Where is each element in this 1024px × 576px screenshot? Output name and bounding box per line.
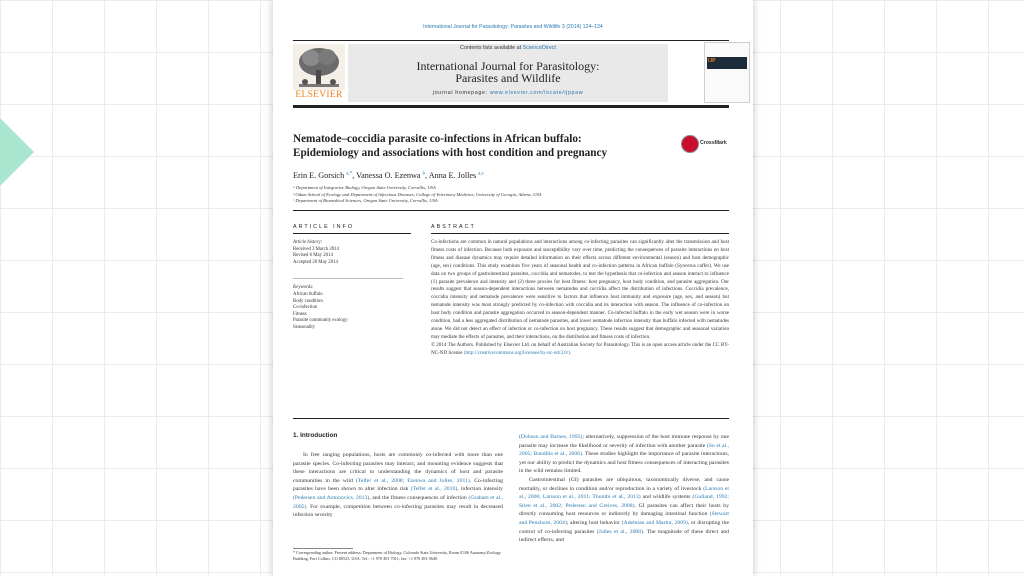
keyword: Fitness bbox=[293, 311, 307, 317]
article-title-line2: Epidemiology and associations with host condition and pregnancy bbox=[293, 147, 608, 159]
journal-banner bbox=[348, 44, 668, 102]
journal-homepage bbox=[348, 90, 668, 96]
citation-link[interactable]: (Stewart and Penzhorn, 2004) bbox=[519, 511, 729, 526]
body-text: Gastrointestinal (GI) parasites are ubiquitous, taxonomically diverse, and cause mortality, or declines in condition and/or reproduction in a variety of livestock bbox=[519, 476, 729, 492]
cover-label: IJP bbox=[708, 58, 716, 64]
intro-right-column bbox=[519, 433, 729, 545]
body-text: , and the fitness consequences of infection bbox=[369, 494, 469, 501]
affiliations bbox=[293, 185, 713, 205]
affiliation-c: ᶜ Department of Biomedical Sciences, Oregon State University, Corvallis, USA bbox=[293, 198, 438, 204]
journal-title-line1: International Journal for Parasitology: bbox=[416, 59, 600, 73]
intro-paragraph bbox=[519, 476, 729, 545]
abstract-heading: ABSTRACT bbox=[431, 224, 476, 230]
journal-title-line2: Parasites and Wildlife bbox=[455, 71, 561, 85]
sciencedirect-link[interactable]: ScienceDirect bbox=[522, 45, 556, 51]
article-title bbox=[293, 132, 673, 160]
body-text: , infection intensity bbox=[457, 486, 503, 493]
affiliation-a: ᵃ Department of Integrative Biology, Oregon State University, Corvallis, USA bbox=[293, 185, 436, 190]
body-text: . Co-infecting parasites have been shown to alter infection risk bbox=[293, 477, 504, 493]
citation-link[interactable]: (Telfer et al., 2010) bbox=[410, 486, 458, 493]
elsevier-wordmark: ELSEVIER bbox=[295, 90, 343, 100]
article-info-heading: ARTICLE INFO bbox=[293, 224, 355, 230]
keyword: Parasite community ecology bbox=[293, 318, 348, 324]
citation-link[interactable]: (Adelman and Martin, 2009) bbox=[621, 519, 688, 526]
running-header: International Journal for Parasitology: Parasites and Wildlife 3 (2014) 124–134 bbox=[423, 24, 603, 30]
masthead-bottom-rule bbox=[293, 105, 729, 108]
body-text: ; altering host behavior bbox=[566, 519, 622, 526]
author-affil-mark[interactable]: a,* bbox=[346, 171, 353, 177]
body-text: In free ranging populations, hosts are commonly co-infected with more than one parasite species. Co-infecting parasites may interact, and mounting evidence suggests that these interactions are critical to understanding the dynamics of host and parasite communities in the wild bbox=[293, 452, 503, 484]
author-affil-mark[interactable]: a,c bbox=[478, 171, 484, 177]
keyword: African buffalo bbox=[293, 291, 323, 297]
contents-line bbox=[348, 45, 668, 51]
affiliation-b: ᵇ Odum School of Ecology and Department of Infectious Diseases, College of Veterinary Medicine, University of Georgia, Athens, USA bbox=[293, 191, 542, 197]
keyword: Seasonality bbox=[293, 324, 316, 330]
contents-prefix: Contents lists available at bbox=[460, 45, 523, 51]
history-label: Article history: bbox=[293, 240, 323, 245]
abstract-bottom-rule bbox=[293, 418, 729, 419]
homepage-prefix: journal homepage: bbox=[432, 90, 490, 96]
keywords-rule bbox=[293, 278, 403, 279]
article-header bbox=[293, 132, 673, 180]
affiliation-rule bbox=[293, 210, 729, 211]
paper-page bbox=[273, 0, 753, 576]
keyword: Body condition bbox=[293, 298, 323, 304]
body-text: . The magnitude of these direct and indirect effects, and bbox=[519, 528, 729, 544]
body-text: , or disrupting the control of co-infecting parasites bbox=[519, 519, 729, 535]
license-link[interactable]: (http://creativecommons.org/licenses/by-nc-nd/3.0/). bbox=[463, 349, 572, 356]
history-item: Revised 6 May 2014 bbox=[293, 253, 333, 259]
crossmark-icon bbox=[681, 135, 699, 153]
body-text: . These studies highlight the importance of parasite interactions, yet our ability to predict the dynamics and host fitness consequences of interacting parasites in the wild remains limited. bbox=[519, 451, 729, 475]
masthead bbox=[293, 40, 729, 102]
author-list: Erin E. Gorsich $^{a,*}$, Vanessa O. Ezenwa $^b$, Anna E. Jolles $^{a,c}$ bbox=[293, 171, 484, 180]
crossmark-badge[interactable] bbox=[681, 135, 731, 153]
intro-left-column bbox=[293, 451, 503, 520]
author-affil-mark[interactable]: b bbox=[422, 171, 426, 177]
citation-link[interactable]: (Larsson et al., 2006; Larsson et al., 2011; Thumbi et al., 2013) bbox=[519, 485, 729, 501]
history-item: Received 3 March 2014 bbox=[293, 246, 339, 252]
author-name[interactable]: Erin E. Gorsich bbox=[293, 171, 345, 180]
abstract-body bbox=[431, 239, 729, 358]
article-title-line1: Nematode–coccidia parasite co-infections in African buffalo: bbox=[293, 133, 582, 145]
citation-link[interactable]: (Su et al., 2005; Bandilla et al., 2006) bbox=[519, 442, 729, 458]
citation-link[interactable]: (Dobson and Barnes, 1995) bbox=[519, 434, 583, 440]
history-item: Accepted 28 May 2014 bbox=[293, 259, 338, 265]
article-info bbox=[293, 240, 403, 332]
body-text: . For example, competition between co-infecting parasites may result in decreased infection severity bbox=[293, 503, 503, 519]
homepage-url-link[interactable]: www.elsevier.com/locate/ijppaw bbox=[489, 90, 584, 96]
intro-paragraph bbox=[519, 433, 729, 476]
body-text: . GI parasites can affect their hosts by directly consuming host resources or indirectly by damaging intestinal function bbox=[519, 502, 729, 518]
body-text: ; alternatively, suppression of the host immune response by one parasite may increase the likelihood or severity of infection with another parasite bbox=[519, 434, 729, 449]
abstract-copyright: © 2014 The Authors. Published by Elsevier Ltd. on behalf of Australian Society for Parasitology. This is an open access article under the CC BY-NC-ND license bbox=[431, 341, 729, 356]
crossmark-label: CrossMark bbox=[700, 140, 727, 146]
keywords-label: Keywords: bbox=[293, 285, 314, 291]
footnote-rule bbox=[293, 548, 353, 549]
intro-paragraph bbox=[293, 451, 503, 520]
citation-link[interactable]: (Telfer et al., 2008; Ezenwa and Jolles, 2011) bbox=[355, 477, 470, 484]
background-triangle-decoration bbox=[0, 118, 34, 186]
journal-title bbox=[348, 60, 668, 84]
citation-link[interactable]: (Graham et al., 2005) bbox=[293, 494, 503, 510]
citation-link[interactable]: (Pedersen and Antonovics, 2013) bbox=[293, 494, 370, 501]
abstract-text: Co-infections are common in natural populations and interactions among co-infecting parasites can significantly alter the transmission and host fitness costs of infection. Because both exposure and susceptibility vary over time, predicting the consequences of parasite interactions on host fitness and disease dynamics may require detailed information on their effects across different environmental (season) and host demographic (age, sex) conditions. This study examines five years of seasonal health and co-infection patterns in African buffalo (Syncerus caffer). We use data on two groups of gastrointestinal parasites, coccidia and nematodes, to test the hypothesis that co-infection and season interact to influence (1) parasite prevalence and intensity and (2) three proxies for host fitness: host pregnancy, host body condition, and parasite aggregation. Our results suggest that season-dependent interactions between nematodes and coccidia affect the distribution of infections. Coccidia prevalence, coccidia intensity and nematode prevalence were sensitive to factors that influence host immunity and exposure (age, sex, and season) but nematode intensity was most strongly predicted by co-infection with coccidia and its interaction with season. The influence of co-infection on host body condition and parasite aggregation occurred in season-dependent manner. Co-infected buffalo in the early wet season were in worse condition, had a less aggregated distribution of nematode parasites, and lower nematode infection intensity than buffalo infected with nematodes alone. We did not detect an effect of infection or co-infection on host pregnancy. These results suggest that demographic and seasonal variation may mediate the effects of parasites, and their interactions, on the distribution and fitness costs of infection. bbox=[431, 239, 729, 340]
author-name[interactable]: Vanessa O. Ezenwa bbox=[356, 171, 421, 180]
author-name[interactable]: Anna E. Jolles bbox=[428, 171, 477, 180]
introduction-heading: 1. Introduction bbox=[293, 432, 338, 439]
abstract-rule bbox=[431, 233, 729, 234]
article-info-rule bbox=[293, 233, 411, 234]
citation-link[interactable]: (Jolles et al., 2008) bbox=[596, 528, 644, 535]
body-text: and wildlife systems bbox=[640, 494, 693, 501]
corresponding-author-footnote: * Corresponding author. Present address: Department of Biology, Colorado State University, Room E106 Anatomy/Zoology Building, Fort Collins, CO 80523, USA. Tel.: +1 970 491 7011; fax: +1 970 491 0649. bbox=[293, 550, 501, 561]
keyword: Co-infection bbox=[293, 305, 318, 311]
citation-link[interactable]: (Gulland, 1992; Stien et al., 2002; Pedersen and Greives, 2008) bbox=[519, 494, 729, 509]
journal-cover-thumbnail bbox=[704, 42, 750, 103]
